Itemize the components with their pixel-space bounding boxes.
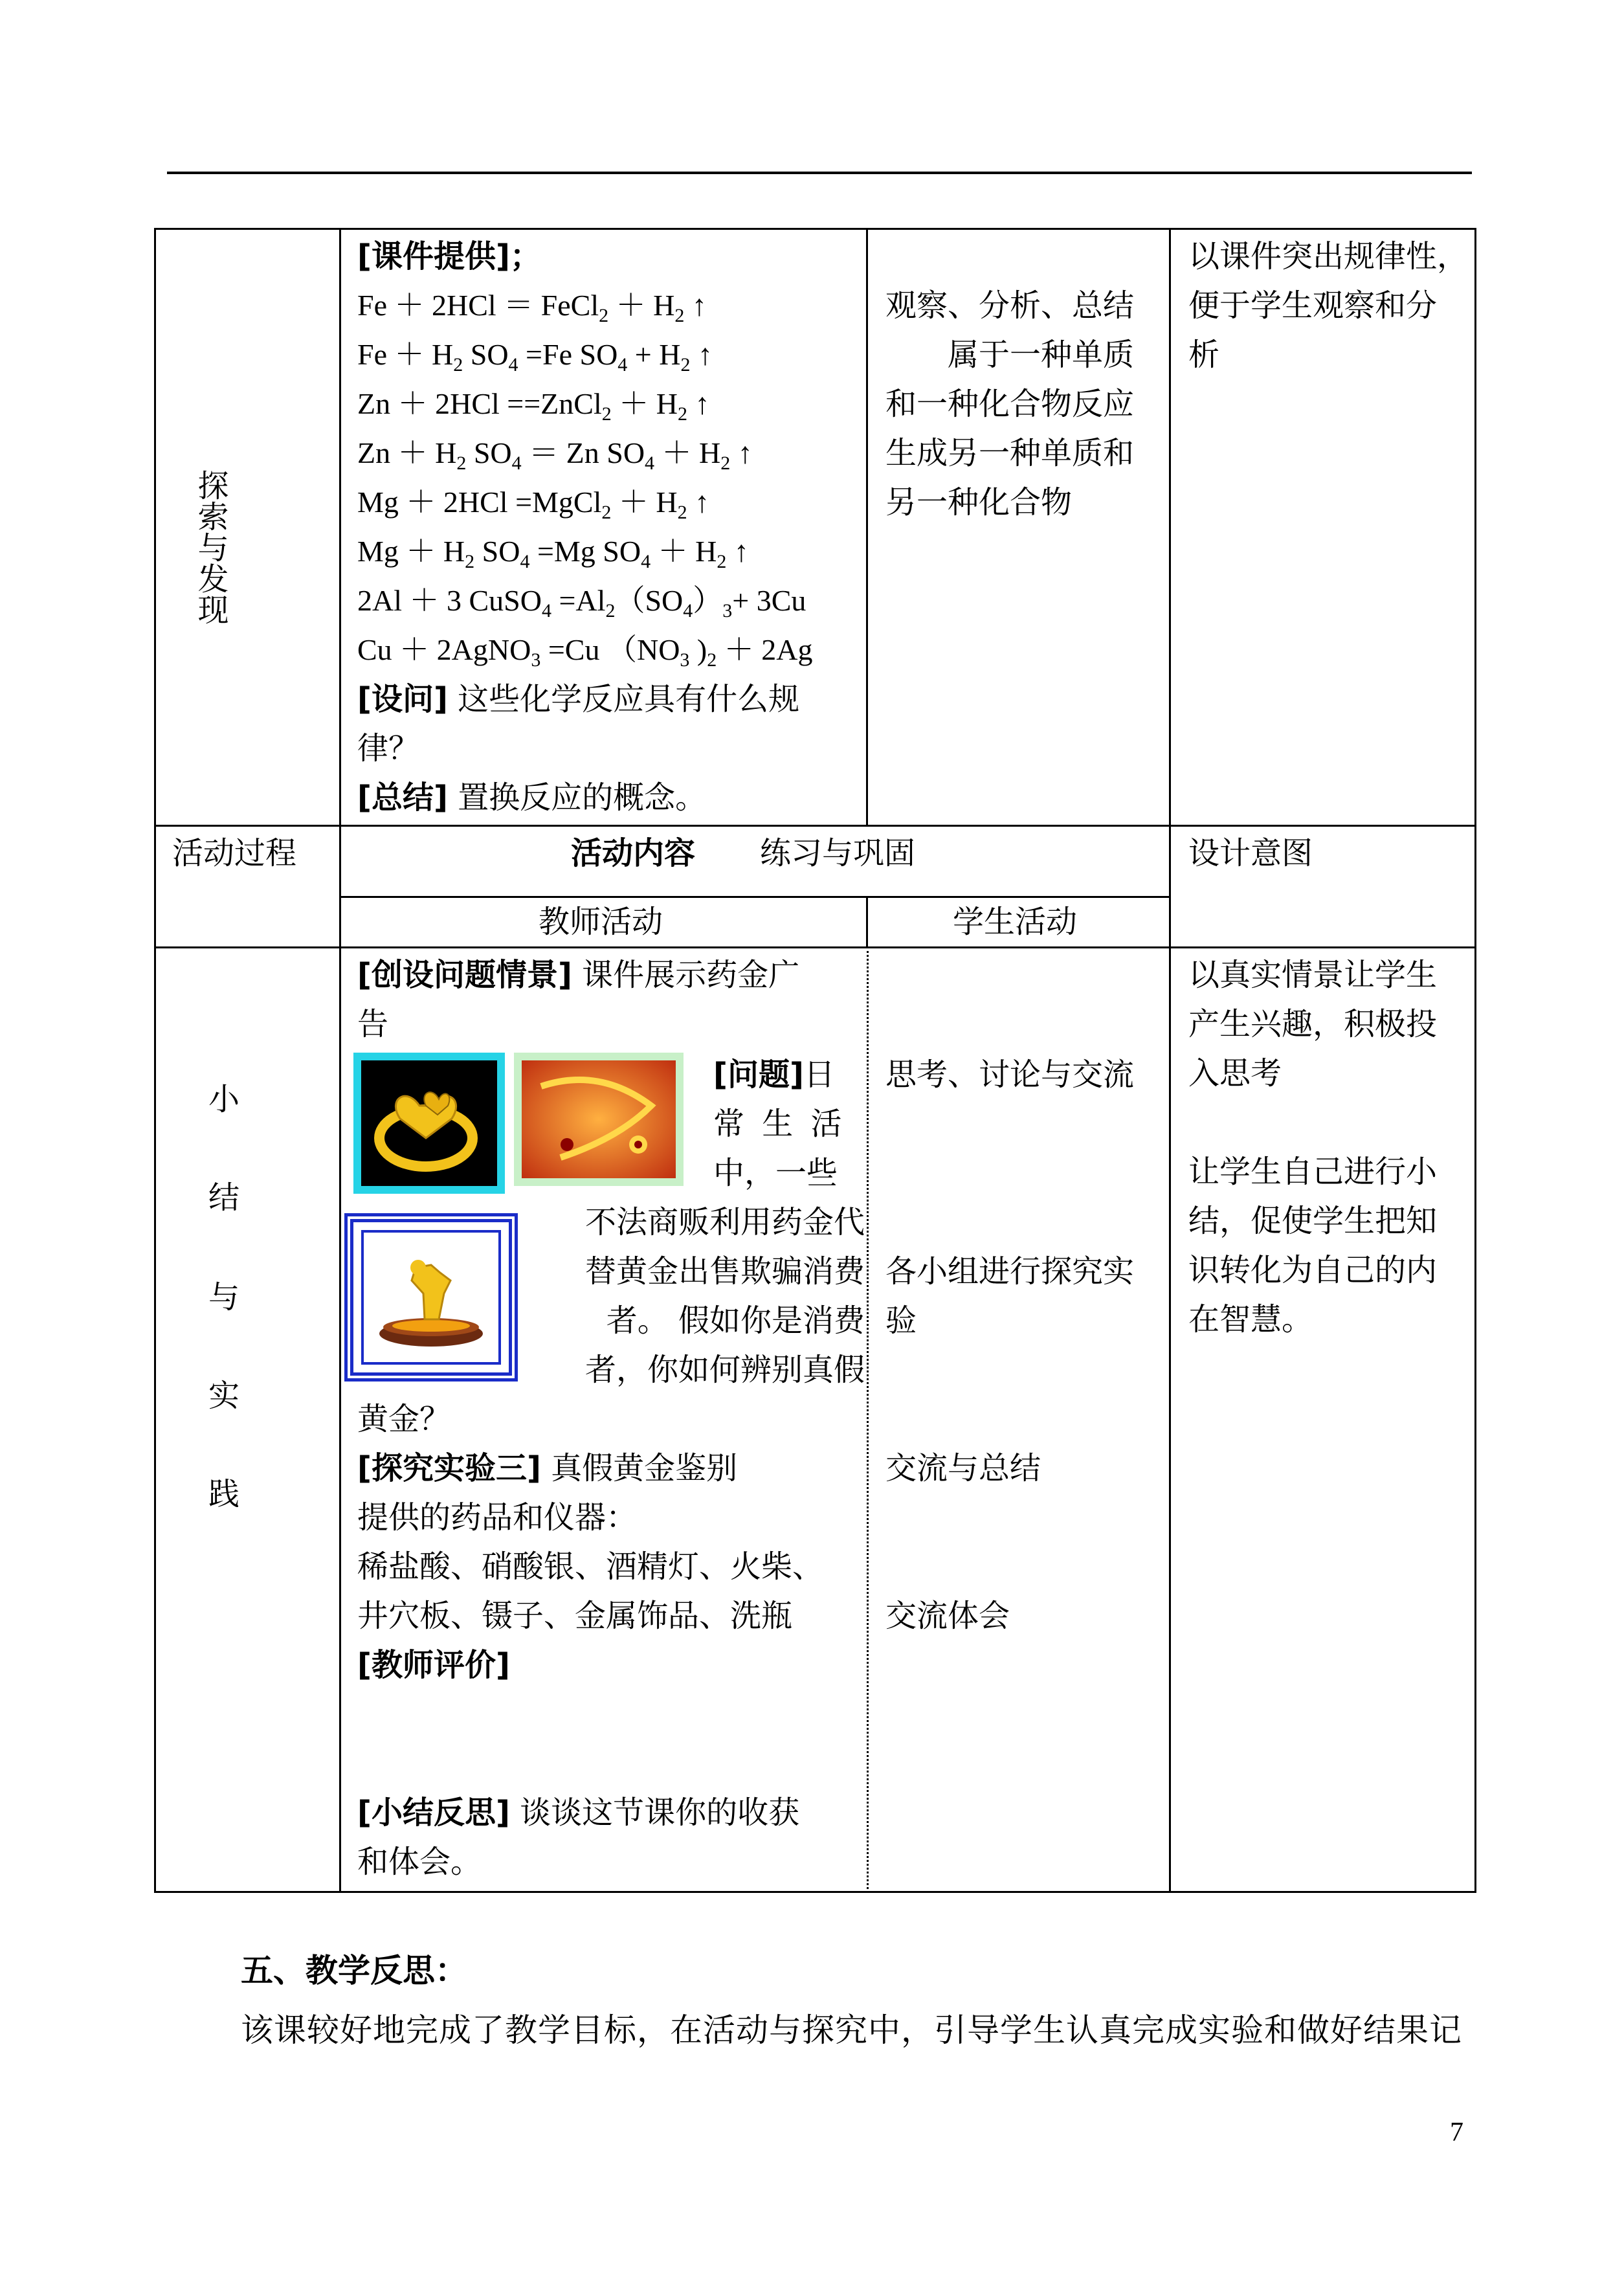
row-label-char: 与 xyxy=(208,1279,240,1315)
problem-line: 黄金？ xyxy=(357,1401,451,1437)
intent-line: 产生兴趣，积极投 xyxy=(1188,1006,1438,1042)
chemical-equation: Mg ＋ 2HCl =MgCl$_2$ ＋ $H_2$ ↑ xyxy=(357,486,710,524)
row-label-explore: 探索与发现 xyxy=(192,469,228,625)
problem-line: 中，一些 xyxy=(713,1155,838,1191)
student-observe: 观察、分析、总结 xyxy=(885,287,1135,324)
teacher-activity-2 xyxy=(357,950,862,1049)
summary-line: [总结] 置换反应的概念。 xyxy=(357,779,707,816)
scene-line-2: 告 xyxy=(357,1006,389,1042)
row-label-char: 实 xyxy=(208,1378,240,1414)
problem-line: 替黄金出售欺骗消费 xyxy=(584,1253,865,1290)
gold-horse-statue-image xyxy=(344,1213,518,1381)
intent-line: 析 xyxy=(1188,337,1220,373)
problem-block xyxy=(713,1050,862,1198)
intent-line: 便于学生观察和分 xyxy=(1188,287,1438,324)
header-process: 活动过程 xyxy=(172,835,297,871)
header-student: 学生活动 xyxy=(953,904,1078,940)
header-teacher: 教师活动 xyxy=(539,904,663,940)
materials-line-2: 井穴板、镊子、金属饰品、洗瓶 xyxy=(357,1598,793,1634)
row-label-char: 结 xyxy=(208,1180,240,1216)
chemical-equation: $Mg + H_2$ $SO_4 =Mg$ $SO_4 + H_2$ ↑ xyxy=(357,535,749,573)
row-label-char: 小 xyxy=(208,1081,240,1117)
row-label-char: 践 xyxy=(208,1476,240,1512)
teacher-activity-1 xyxy=(357,232,862,822)
section-heading: 五、教学反思： xyxy=(241,1952,467,1989)
reflect-line: [小结反思] 谈谈这节课你的收获 xyxy=(357,1795,800,1831)
problem-line: 不法商贩利用药金代 xyxy=(584,1204,865,1240)
problem-label: [问题] xyxy=(713,1057,804,1093)
experiment-line: [探究实验三] 真假黄金鉴别 xyxy=(357,1450,738,1486)
problem-line: 者。 假如你是消费 xyxy=(606,1303,865,1339)
student-activity-1 xyxy=(885,281,1164,527)
student-def-3: 生成另一种单质和 xyxy=(885,435,1135,471)
header-rule xyxy=(167,172,1472,174)
student-item: 各小组进行探究实 xyxy=(885,1253,1135,1290)
materials-intro: 提供的药品和仪器： xyxy=(357,1499,638,1536)
chemical-equation: Fe ＋ 2HCl ＝ FeCl$_2$ ＋ $H_2$ ↑ xyxy=(357,289,707,327)
intent-line: 让学生自己进行小 xyxy=(1188,1154,1438,1190)
gold-jewelry-image xyxy=(514,1053,684,1186)
intent-line: 识转化为自己的内 xyxy=(1188,1252,1438,1288)
materials-line-1: 稀盐酸、硝酸银、酒精灯、火柴、 xyxy=(357,1549,824,1585)
chemical-equation: $Zn + H_2$ $SO_4 = Zn$ $SO_4 + H_2$ ↑ xyxy=(357,436,753,475)
intent-line: 以课件突出规律性， xyxy=(1188,238,1469,274)
question-line: [设问] 这些化学反应具有什么规 xyxy=(357,681,800,717)
student-item: 交流体会 xyxy=(885,1598,1010,1634)
header-content: 活动内容 练习与巩固 xyxy=(571,835,916,871)
course-title: [课件提供]； xyxy=(357,238,541,274)
scene-line: [创设问题情景] 课件展示药金广 xyxy=(357,957,800,993)
problem-line: 日 xyxy=(803,1057,835,1093)
intent-line: 结，促使学生把知 xyxy=(1188,1203,1438,1239)
equation-list xyxy=(357,281,862,675)
chemical-equation: 2Al ＋ 3 CuSO$_4$ $=Al_2(SO_4)_3+ 3Cu$ xyxy=(357,584,806,622)
gold-ring-image xyxy=(353,1053,505,1194)
teacher-eval-label: [教师评价] xyxy=(357,1647,510,1683)
design-intent-2 xyxy=(1188,950,1473,1344)
header-intent: 设计意图 xyxy=(1188,835,1313,871)
chemical-equation: $Fe + H_2$ $SO_4 =Fe$ $SO_4 + H_2$ ↑ xyxy=(357,338,713,376)
student-def-2: 和一种化合物反应 xyxy=(885,386,1135,422)
teacher-activity-2b xyxy=(357,1394,862,1886)
student-item: 验 xyxy=(885,1303,917,1339)
problem-line: 者，你如何辨别真假 xyxy=(584,1352,865,1388)
intent-line: 入思考 xyxy=(1188,1055,1282,1091)
intent-line: 以真实情景让学生 xyxy=(1188,957,1438,993)
intent-line: 在智慧。 xyxy=(1188,1301,1313,1337)
problem-block-2 xyxy=(548,1198,865,1394)
chemical-equation: Zn ＋ 2HCl ==ZnCl$_2$ ＋ $H_2$ ↑ xyxy=(357,387,710,425)
student-item: 交流与总结 xyxy=(885,1450,1041,1486)
reflect-line-2: 和体会。 xyxy=(357,1844,482,1880)
reflection-paragraph: 该课较好地完成了教学目标，在活动与探究中，引导学生认真完成实验和做好结果记 xyxy=(241,2011,1462,2049)
chemical-equation: Cu ＋ 2AgNO$_3$ =Cu （$NO_3$ )$_2 + 2Ag$ xyxy=(357,633,813,671)
student-item: 思考、讨论与交流 xyxy=(885,1057,1135,1093)
student-def-1: 属于一种单质 xyxy=(948,337,1135,373)
question-line-2: 律？ xyxy=(357,730,420,766)
student-def-4: 另一种化合物 xyxy=(885,484,1073,520)
problem-line: 常 生 活 xyxy=(713,1106,846,1142)
design-intent-1 xyxy=(1188,232,1473,379)
page-number: 7 xyxy=(1450,2118,1463,2147)
